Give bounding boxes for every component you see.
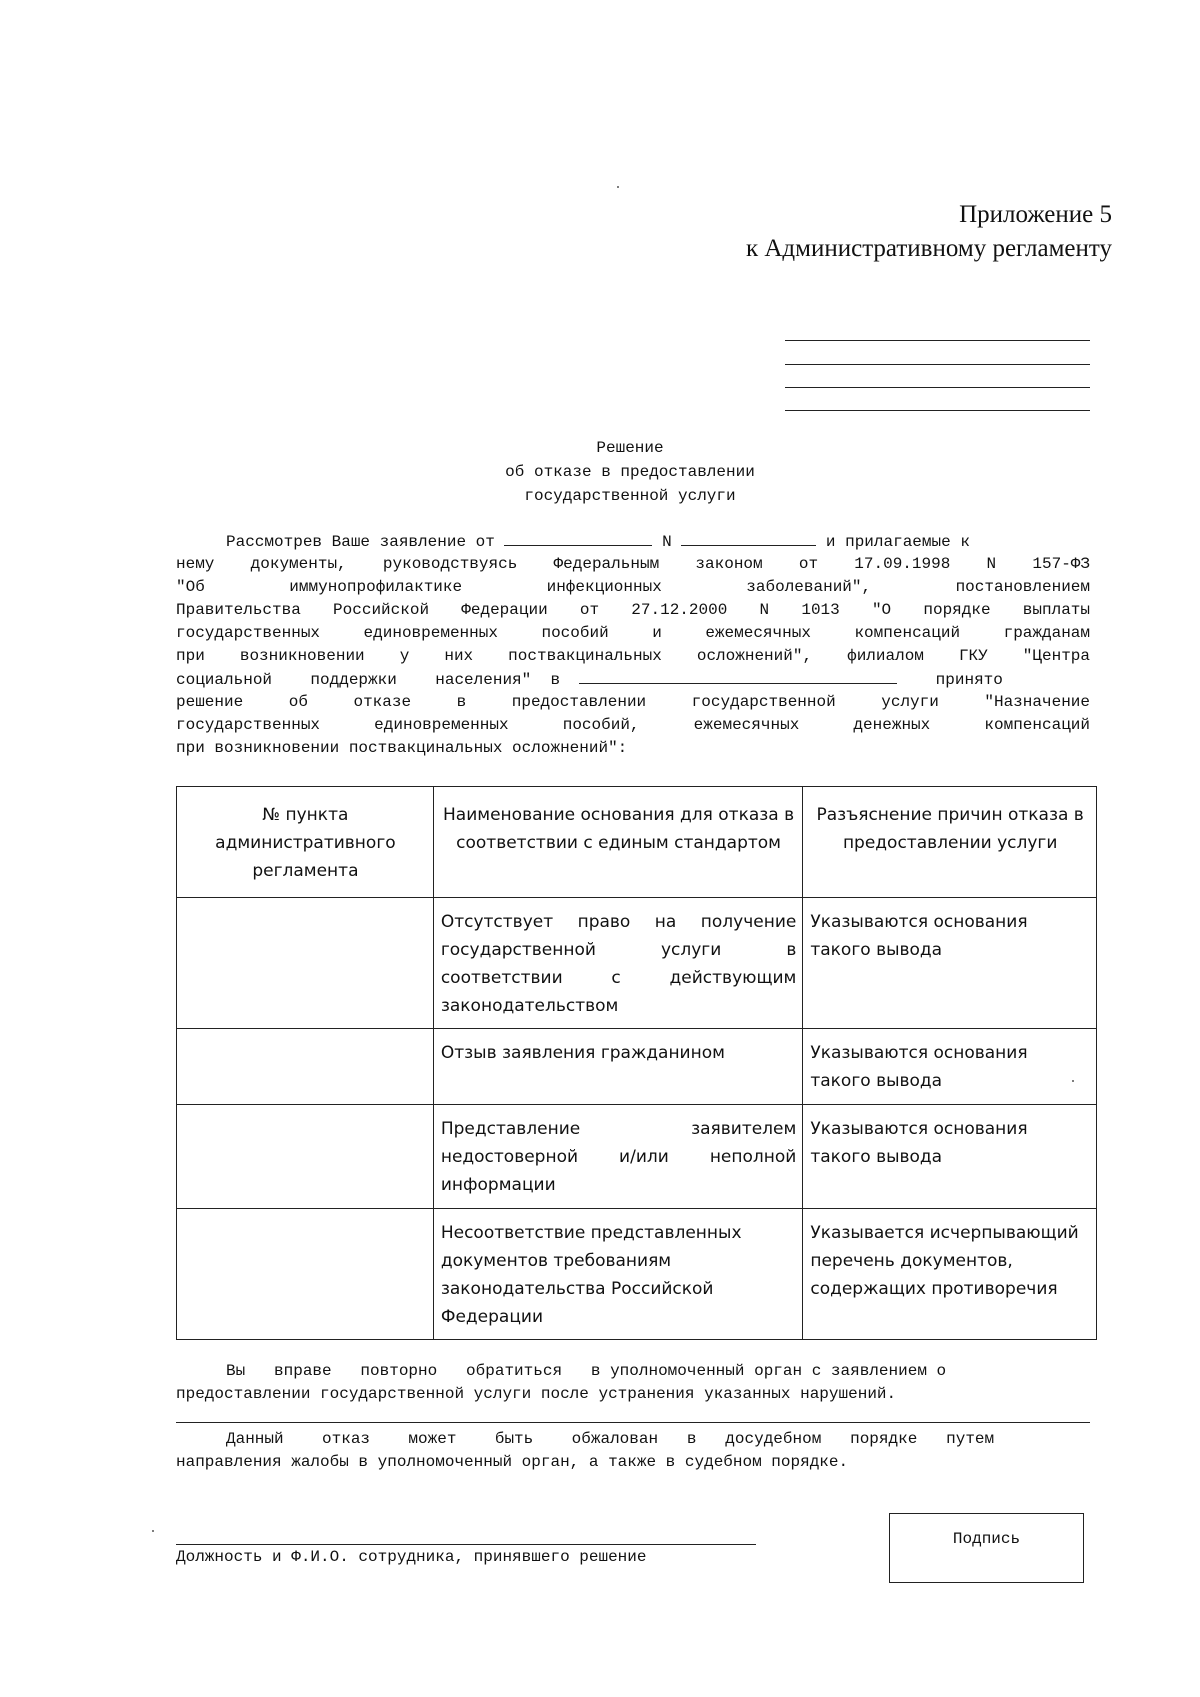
addressee-line-1[interactable] — [785, 340, 1090, 341]
scan-speck — [617, 186, 619, 188]
intro-line-2: нему документы, руководствуясь Федеральным законом от 17.09.1998 N 157-ФЗ — [176, 555, 1090, 573]
appendix-reference: к Административному регламенту — [745, 235, 1112, 262]
row-basis-last-line: законодательством — [440, 996, 619, 1016]
intro-line-6: при возникновении у них поствакцинальных осложнений", филиалом ГКУ "Центра — [176, 647, 1090, 665]
official-name-line[interactable] — [176, 1544, 756, 1545]
row-refusal-basis — [433, 1029, 803, 1105]
scan-speck — [1072, 1080, 1074, 1082]
addressee-line-4[interactable] — [785, 410, 1090, 411]
intro-line-7 — [176, 668, 1003, 692]
official-position-caption: Должность и Ф.И.О. сотрудника, принявшего решение — [176, 1548, 647, 1566]
row-basis-text: Представление заявителем недостоверной и/или неполной — [440, 1119, 797, 1167]
row-item-number[interactable] — [177, 1029, 434, 1105]
application-date-field[interactable] — [504, 530, 652, 546]
intro-line-8: решение об отказе в предоставлении государственной услуги "Назначение — [176, 693, 1090, 711]
intro-number-sign: N — [662, 533, 672, 551]
row-refusal-basis — [433, 1105, 803, 1209]
application-number-field[interactable] — [681, 530, 816, 546]
row-basis-last-line: информации — [440, 1175, 556, 1195]
scan-speck — [152, 1530, 154, 1532]
row-item-number[interactable] — [177, 898, 434, 1029]
row-basis-text: Несоответствие представленных документов требованиям законодательства Российской Федерации — [440, 1223, 742, 1327]
row-explanation: Указывается исчерпывающий перечень документов, содержащих противоречия — [803, 1209, 1097, 1340]
table-row — [177, 1209, 1097, 1340]
row-item-number[interactable] — [177, 1105, 434, 1209]
intro-line-5: государственных единовременных пособий и ежемесячных компенсаций гражданам — [176, 624, 1090, 642]
appeal-line-1: Данный отказ может быть обжалован в досудебном порядке путем — [226, 1430, 995, 1448]
appeal-line-2: направления жалобы в уполномоченный орган, а также в судебном порядке. — [176, 1453, 849, 1471]
row-explanation: Указываются основания такого вывода — [803, 1029, 1097, 1105]
table-row — [177, 898, 1097, 1029]
addressee-line-2[interactable] — [785, 364, 1090, 365]
intro-line-3: "Об иммунопрофилактике инфекционных заболеваний", постановлением — [176, 578, 1090, 596]
row-explanation: Указываются основания такого вывода — [803, 898, 1097, 1029]
intro-line-7-start: социальной поддержки населения" в — [176, 671, 561, 689]
header-refusal-basis: Наименование основания для отказа в соответствии с единым стандартом — [433, 787, 803, 898]
intro-line-7-end: принято — [935, 671, 1003, 689]
signature-label: Подпись — [952, 1530, 1021, 1548]
intro-line-1 — [226, 530, 970, 554]
branch-name-field[interactable] — [579, 668, 897, 684]
header-explanation: Разъяснение причин отказа в предоставлении услуги — [803, 787, 1097, 898]
table-row — [177, 1105, 1097, 1209]
table-row — [177, 1029, 1097, 1105]
reapply-line-1: Вы вправе повторно обратиться в уполномоченный орган с заявлением о — [226, 1362, 947, 1380]
title-line-3: государственной услуги — [524, 487, 736, 505]
row-basis-text: Отсутствует право на получение государственной услуги в соответствии с действующим — [440, 912, 797, 988]
document-title — [0, 436, 1200, 508]
separator-line — [176, 1422, 1090, 1423]
row-basis-text: Отзыв заявления гражданином — [440, 1043, 725, 1063]
appendix-number: Приложение 5 — [959, 201, 1112, 228]
row-item-number[interactable] — [177, 1209, 434, 1340]
intro-line-1-end: и прилагаемые к — [825, 533, 970, 551]
addressee-line-3[interactable] — [785, 387, 1090, 388]
row-refusal-basis — [433, 898, 803, 1029]
intro-line-1-start: Рассмотрев Ваше заявление от — [226, 533, 495, 551]
title-line-1: Решение — [596, 439, 664, 457]
intro-line-10: при возникновении поствакцинальных осложнений": — [176, 739, 628, 757]
header-item-number: № пункта административного регламента — [177, 787, 434, 898]
refusal-reasons-table — [176, 786, 1097, 1340]
title-line-2: об отказе в предоставлении — [505, 463, 755, 481]
reapply-line-2: предоставлении государственной услуги после устранения указанных нарушений. — [176, 1385, 897, 1403]
row-refusal-basis — [433, 1209, 803, 1340]
row-explanation: Указываются основания такого вывода — [803, 1105, 1097, 1209]
signature-box[interactable] — [889, 1513, 1084, 1583]
intro-line-9: государственных единовременных пособий, ежемесячных денежных компенсаций — [176, 716, 1090, 734]
table-header-row — [177, 787, 1097, 898]
intro-line-4: Правительства Российской Федерации от 27.12.2000 N 1013 "О порядке выплаты — [176, 601, 1090, 619]
